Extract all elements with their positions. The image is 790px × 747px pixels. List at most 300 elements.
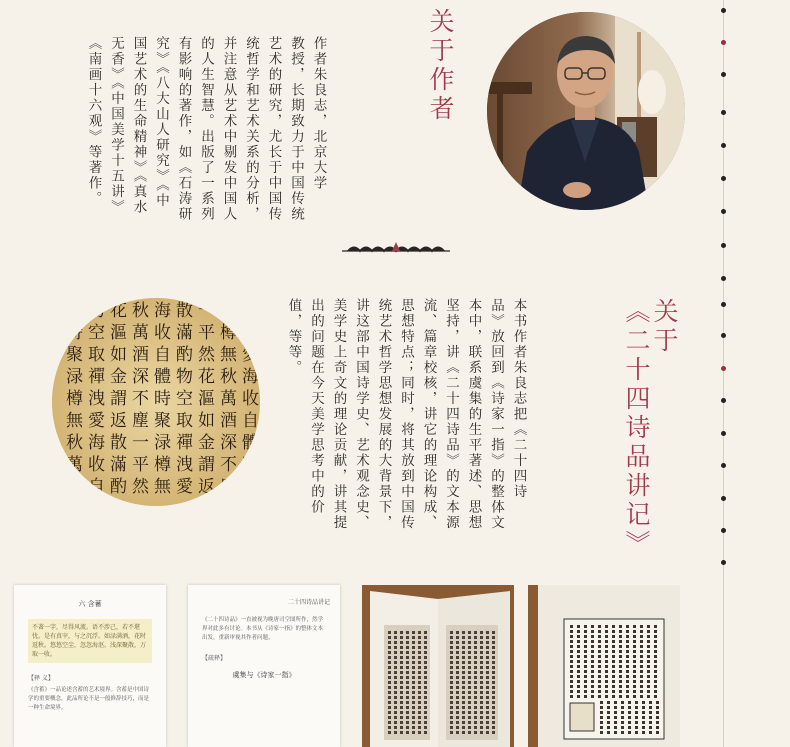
manuscript-glyph-mark [486,661,489,664]
manuscript-glyph-mark [598,650,601,653]
manuscript-glyph-mark [591,675,594,678]
manuscript-glyph-mark [492,701,495,704]
manuscript-glyph-mark [468,716,471,719]
manuscript-glyph-mark [621,721,624,724]
manuscript-glyph-mark [424,726,427,729]
manuscript-glyph-mark [628,716,631,719]
manuscript-glyph-mark [474,666,477,669]
manuscript-glyph-mark [647,670,650,673]
manuscript-glyph-mark [619,625,622,628]
manuscript-glyph-mark [633,690,636,693]
manuscript-glyph-mark [480,711,483,714]
manuscript-glyph-mark [456,701,459,704]
manuscript-glyph-mark [450,696,453,699]
manuscript-glyph-mark [598,625,601,628]
manuscript-glyph-mark [456,696,459,699]
page-subheading: 虞集与《诗家一指》 [232,671,296,679]
manuscript-glyph-mark [450,716,453,719]
manuscript-glyph-mark [450,706,453,709]
manuscript-glyph-mark [462,721,465,724]
manuscript-glyph-mark [633,645,636,648]
manuscript-glyph-mark [394,631,397,634]
manuscript-glyph: 塵 [132,411,149,431]
manuscript-glyph-mark [462,691,465,694]
manuscript-glyph-mark [400,631,403,634]
manuscript-glyph-mark [400,716,403,719]
manuscript-glyph-mark [626,675,629,678]
manuscript-glyph: 平 [198,323,215,343]
manuscript-glyph-mark [647,685,650,688]
manuscript-glyph: 愛 [176,477,193,497]
manuscript-glyph-mark [418,651,421,654]
manuscript-glyph-mark [492,631,495,634]
rail-dot [721,528,726,533]
manuscript-glyph-mark [418,671,421,674]
manuscript-glyph-mark [647,630,650,633]
manuscript-glyph-mark [635,711,638,714]
manuscript-glyph-mark [570,675,573,678]
manuscript-glyph-mark [388,671,391,674]
manuscript-glyph-mark [591,650,594,653]
book-desc-line: 值，等等。 [285,298,302,376]
manuscript-glyph-mark [605,650,608,653]
manuscript-glyph-mark [605,690,608,693]
manuscript-glyph-mark [640,630,643,633]
manuscript-glyph: 取 [88,345,105,365]
book-desc-line: 本中，联系虞集的生平著述、思想 [465,298,482,531]
manuscript-glyph-mark [654,625,657,628]
manuscript-glyph-mark [388,646,391,649]
page-section-label: 【释 义】 [28,675,54,682]
manuscript-glyph-mark [450,661,453,664]
manuscript-glyph: 體 [242,433,259,453]
manuscript-glyph-mark [462,631,465,634]
manuscript-glyph-mark [388,706,391,709]
manuscript-glyph-mark [418,691,421,694]
manuscript-glyph-mark [591,685,594,688]
manuscript-glyph-mark [468,701,471,704]
manuscript-glyph-mark [456,651,459,654]
manuscript-glyph-mark [424,701,427,704]
manuscript-glyph-mark [394,636,397,639]
manuscript-glyph-mark [450,711,453,714]
manuscript-glyph-mark [406,731,409,734]
author-bio-line: 《南画十六观》等著作。 [85,36,102,207]
book-desc-line: 思想特点；同时，将其放到中国传 [398,298,414,531]
manuscript-glyph-mark [474,696,477,699]
manuscript-glyph-mark [570,635,573,638]
manuscript-glyph-mark [598,665,601,668]
manuscript-glyph-mark [492,726,495,729]
manuscript-glyph-mark [424,671,427,674]
manuscript-glyph-mark [456,631,459,634]
manuscript-glyph-mark [480,666,483,669]
manuscript-glyph-mark [480,671,483,674]
book-desc-line: 统艺术哲学思想发展的大背景下， [375,298,392,531]
book-photo-preview [362,585,514,747]
manuscript-glyph-mark [394,646,397,649]
manuscript-glyph-mark [462,726,465,729]
manuscript-glyph-mark [400,701,403,704]
author-bio-line: 统哲学和艺术关系的分析， [243,36,259,222]
rail-dot [721,560,726,565]
manuscript-glyph-mark [605,630,608,633]
manuscript-glyph-mark [388,691,391,694]
manuscript-glyph-mark [577,660,580,663]
manuscript-glyph: 不 [132,389,149,409]
manuscript-glyph-mark [412,721,415,724]
manuscript-glyph-mark [480,681,483,684]
manuscript-glyph-mark [456,686,459,689]
manuscript-glyph: 漚 [110,323,127,343]
manuscript-glyph-mark [633,695,636,698]
manuscript-glyph-mark [570,650,573,653]
manuscript-glyph-mark [418,701,421,704]
manuscript-glyph-mark [412,676,415,679]
manuscript-glyph-mark [480,726,483,729]
manuscript-glyph-mark [450,691,453,694]
manuscript-glyph-mark [577,670,580,673]
manuscript-glyph-mark [570,630,573,633]
manuscript-glyph-mark [468,696,471,699]
manuscript-glyph-mark [605,660,608,663]
manuscript-glyph-mark [450,721,453,724]
manuscript-glyph-mark [492,636,495,639]
manuscript-glyph-mark [640,650,643,653]
manuscript-glyph-mark [492,716,495,719]
manuscript-glyph-mark [612,625,615,628]
manuscript-glyph-mark [412,636,415,639]
manuscript-glyph-mark [492,661,495,664]
manuscript-glyph-mark [605,680,608,683]
manuscript-glyph-mark [605,625,608,628]
manuscript-glyph-mark [647,655,650,658]
manuscript-glyph-mark [474,681,477,684]
manuscript-glyph-mark [456,681,459,684]
rail-dot [721,463,726,468]
manuscript-glyph-mark [584,680,587,683]
manuscript-glyph-mark [394,696,397,699]
rail-dot [721,333,726,338]
manuscript-glyph-mark [456,691,459,694]
manuscript-glyph-mark [388,631,391,634]
author-bio-line: 教授，长期致力于中国传统 [288,36,304,222]
manuscript-glyph-mark [474,711,477,714]
manuscript-glyph-mark [626,695,629,698]
book-desc-line: 本书作者朱良志把《二十四诗 [510,298,527,500]
manuscript-glyph-mark [394,666,397,669]
rail-dot [721,8,726,13]
manuscript-glyph-mark [654,645,657,648]
manuscript-glyph-mark [456,666,459,669]
book-desc-line: 品》放回到《诗家一指》的整体文 [488,298,504,531]
manuscript-glyph-mark [468,671,471,674]
manuscript-glyph-mark [635,721,638,724]
manuscript-glyph-mark [654,655,657,658]
rail-dot [721,110,726,115]
manuscript-glyph-mark [394,701,397,704]
manuscript-glyph-mark [468,646,471,649]
manuscript-glyph-mark [412,661,415,664]
manuscript-glyph-mark [584,650,587,653]
manuscript-glyph-mark [614,701,617,704]
manuscript-glyph-mark [614,711,617,714]
manuscript-glyph-mark [612,630,615,633]
manuscript-glyph: 渌 [154,433,171,453]
manuscript-glyph-mark [450,671,453,674]
rail-dot [721,209,726,214]
manuscript-glyph-mark [412,726,415,729]
manuscript-glyph-mark [486,631,489,634]
manuscript-glyph-mark [450,726,453,729]
manuscript-glyph-mark [406,631,409,634]
manuscript-glyph-mark [400,721,403,724]
manuscript-glyph-mark [424,696,427,699]
manuscript-glyph-mark [400,671,403,674]
manuscript-glyph-mark [424,691,427,694]
manuscript-glyph-mark [424,661,427,664]
manuscript-glyph-mark [394,716,397,719]
manuscript-glyph-mark [584,635,587,638]
manuscript-glyph: 然 [132,477,149,497]
manuscript-glyph-mark [406,646,409,649]
manuscript-glyph-mark [612,670,615,673]
manuscript-glyph-mark [614,721,617,724]
manuscript-glyph: 收 [242,389,259,409]
manuscript-glyph-mark [480,646,483,649]
page-paragraph: 《二十四诗品》一直被视为晚唐司空图所作，然学界对此多有讨论。本书从《诗家一指》的整体文本出发，重新审视其作者问题。 [202,617,324,641]
manuscript-glyph-mark [456,646,459,649]
manuscript-glyph-mark [450,681,453,684]
manuscript-glyph-mark [400,676,403,679]
manuscript-glyph-mark [486,666,489,669]
manuscript-glyph-mark [577,625,580,628]
manuscript-glyph-mark [492,691,495,694]
manuscript-glyph-mark [406,721,409,724]
manuscript-glyph-mark [642,726,645,729]
manuscript-glyph-mark [654,640,657,643]
manuscript-glyph-mark [598,685,601,688]
manuscript-glyph-mark [492,671,495,674]
manuscript-glyph-mark [614,726,617,729]
manuscript-glyph: 如 [110,345,127,365]
manuscript-glyph-mark [654,650,657,653]
manuscript-glyph-mark [400,641,403,644]
manuscript-glyph-mark [456,671,459,674]
manuscript-glyph-mark [635,701,638,704]
manuscript-glyph-mark [656,706,659,709]
manuscript-glyph-mark [584,695,587,698]
manuscript-glyph-mark [468,666,471,669]
manuscript-glyph-mark [400,651,403,654]
manuscript-glyph-mark [633,685,636,688]
manuscript-glyph-mark [492,676,495,679]
manuscript-glyph-mark [394,706,397,709]
manuscript-glyph-mark [607,706,610,709]
manuscript-glyph-mark [474,641,477,644]
manuscript-glyph-mark [462,711,465,714]
manuscript-glyph: 空 [176,389,193,409]
manuscript-glyph-mark [400,696,403,699]
manuscript-glyph-mark [584,630,587,633]
manuscript-glyph-mark [480,696,483,699]
manuscript-glyph: 花 [198,367,215,387]
manuscript-glyph-mark [462,706,465,709]
manuscript-glyph-mark [619,650,622,653]
manuscript-glyph-mark [424,731,427,734]
manuscript-glyph-mark [450,651,453,654]
manuscript-glyph-mark [394,661,397,664]
manuscript-glyph-mark [400,706,403,709]
book-desc-line: 坚持，讲《二十四诗品》的文本源 [443,298,459,531]
manuscript-glyph-mark [591,630,594,633]
manuscript-glyph-mark [412,671,415,674]
manuscript-glyph-mark [598,690,601,693]
manuscript-glyph: 海 [154,301,171,321]
manuscript-glyph: 時 [242,455,259,475]
manuscript-glyph-mark [474,686,477,689]
ornament-divider [342,238,450,258]
manuscript-glyph-mark [656,721,659,724]
manuscript-glyph-mark [492,721,495,724]
manuscript-glyph-mark [649,711,652,714]
manuscript-glyph-mark [492,646,495,649]
manuscript-glyph-mark [591,665,594,668]
page-paragraph: 《含蓄》一品论述含蓄的艺术境界。含蓄是中国诗学的重要概念，此品所论不是一般修辞技巧，而是一种生命境界。 [28,687,150,711]
manuscript-glyph-mark [474,651,477,654]
manuscript-glyph-mark [394,711,397,714]
manuscript-glyph-mark [462,701,465,704]
rail-dot [721,72,726,77]
manuscript-glyph: 不 [220,455,237,475]
manuscript-glyph-mark [570,695,573,698]
manuscript-glyph-mark [642,701,645,704]
manuscript-glyph: 自 [242,411,259,431]
author-bio-line: 艺术的研究，尤长于中国传 [265,36,282,222]
manuscript-glyph: 收 [88,455,105,475]
manuscript-glyph-mark [406,691,409,694]
manuscript-glyph-mark [649,731,652,734]
manuscript-glyph-mark [612,650,615,653]
manuscript-glyph-mark [456,706,459,709]
manuscript-glyph-mark [640,685,643,688]
manuscript-glyph-mark [450,666,453,669]
manuscript-glyph: 秋 [132,301,149,321]
manuscript-glyph-mark [406,656,409,659]
manuscript-glyph-mark [605,640,608,643]
manuscript-glyph: 時 [66,323,83,343]
manuscript-glyph-mark [612,640,615,643]
manuscript-glyph: 樽 [220,323,237,343]
manuscript-glyph-mark [418,661,421,664]
manuscript-glyph: 物 [88,301,105,321]
manuscript-glyph-mark [607,731,610,734]
manuscript-glyph-mark [633,640,636,643]
manuscript-glyph-mark [570,690,573,693]
manuscript-glyph-mark [600,716,603,719]
manuscript-glyph-mark [619,695,622,698]
manuscript-glyph-mark [626,630,629,633]
manuscript-glyph-mark [394,721,397,724]
manuscript-glyph-mark [591,690,594,693]
manuscript-glyph-mark [633,625,636,628]
manuscript-glyph: 洩 [88,389,105,409]
manuscript-glyph: 漚 [198,389,215,409]
manuscript-glyph-mark [577,675,580,678]
manuscript-glyph-mark [474,676,477,679]
rail-dot [721,40,726,45]
manuscript-glyph-mark [654,680,657,683]
manuscript-glyph-mark [474,731,477,734]
manuscript-glyph-mark [600,731,603,734]
manuscript-glyph-mark [619,675,622,678]
manuscript-glyph-mark [468,691,471,694]
manuscript-glyph-mark [424,631,427,634]
manuscript-glyph-mark [577,690,580,693]
manuscript-glyph-mark [400,666,403,669]
manuscript-glyph-mark [591,680,594,683]
manuscript-glyph: 謂 [198,455,215,475]
manuscript-glyph: 酒 [132,345,149,365]
manuscript-glyph-mark [450,686,453,689]
manuscript-glyph-mark [605,655,608,658]
manuscript-glyph-mark [621,706,624,709]
manuscript-glyph-mark [591,660,594,663]
manuscript-glyph-mark [462,671,465,674]
manuscript-glyph-mark [486,696,489,699]
manuscript-glyph-mark [640,625,643,628]
manuscript-glyph-mark [394,641,397,644]
rail-dot [721,243,726,248]
manuscript-glyph-mark [418,711,421,714]
manuscript-glyph-mark [474,691,477,694]
manuscript-glyph-mark [450,641,453,644]
manuscript-glyph-mark [406,716,409,719]
manuscript-glyph-mark [619,680,622,683]
manuscript-glyph-mark [584,625,587,628]
manuscript-glyph-mark [388,641,391,644]
manuscript-glyph-mark [570,670,573,673]
manuscript-glyph-mark [412,631,415,634]
manuscript-glyph-mark [607,701,610,704]
manuscript-glyph-mark [462,636,465,639]
manuscript-glyph-mark [456,721,459,724]
manuscript-glyph-mark [607,711,610,714]
manuscript-glyph-mark [468,641,471,644]
manuscript-glyph-mark [598,675,601,678]
manuscript-glyph-mark [418,631,421,634]
manuscript-glyph-mark [584,685,587,688]
manuscript-glyph-mark [486,716,489,719]
manuscript-glyph-mark [418,636,421,639]
manuscript-glyph-mark [418,716,421,719]
page-section-label: 【疏释】 [202,655,227,662]
manuscript-glyph-mark [605,675,608,678]
manuscript-glyph-mark [614,731,617,734]
manuscript-glyph-mark [480,651,483,654]
page-header: 六 含蓄 [78,600,102,608]
manuscript-glyph-mark [626,625,629,628]
manuscript-glyph-mark [626,680,629,683]
manuscript-glyph-mark [462,666,465,669]
manuscript-glyph-mark [424,646,427,649]
manuscript-glyph-mark [647,665,650,668]
manuscript-glyph-mark [656,711,659,714]
manuscript-glyph-mark [450,631,453,634]
rail-dot [721,366,726,371]
manuscript-glyph-mark [612,655,615,658]
manuscript-glyph-mark [577,695,580,698]
